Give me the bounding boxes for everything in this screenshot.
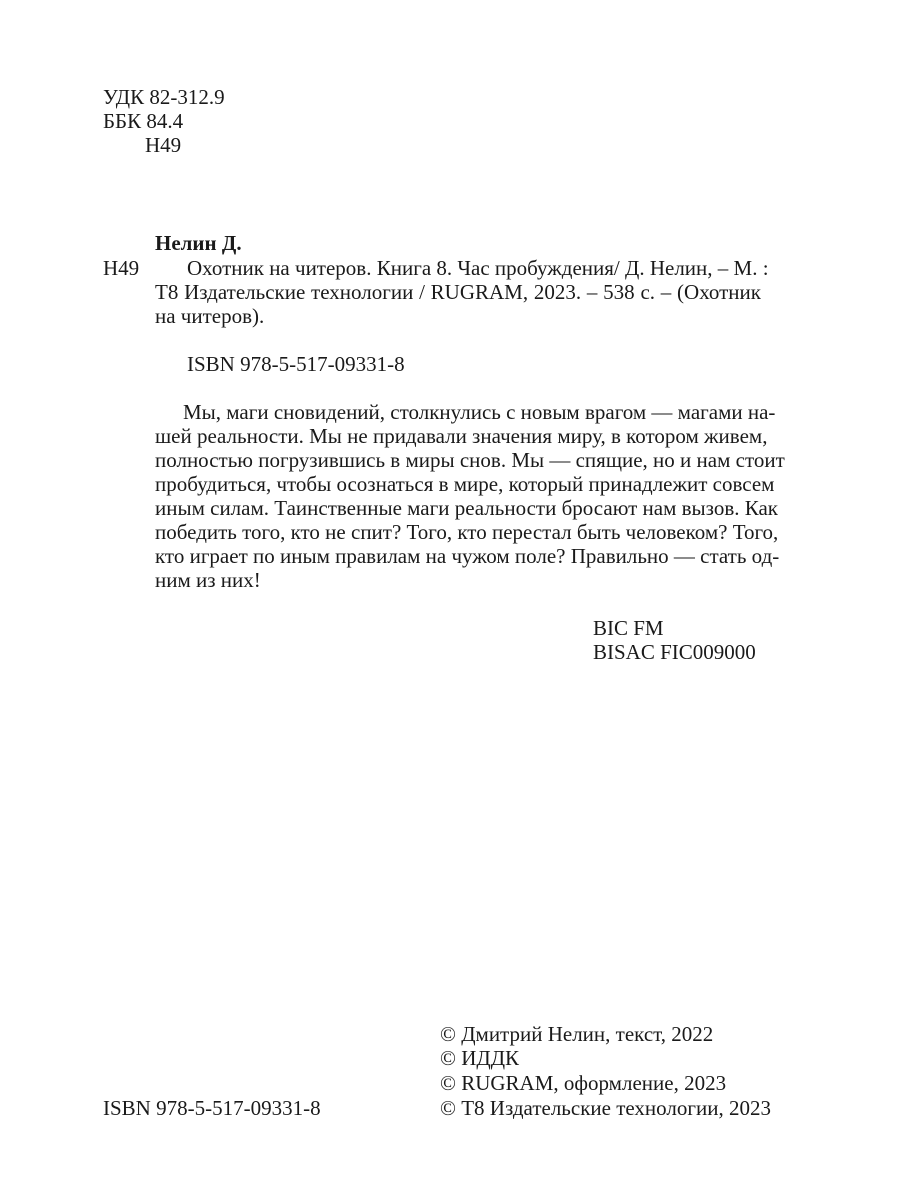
record-description-line-3: на читеров).: [155, 304, 265, 328]
author-sign: Н49: [145, 133, 182, 157]
copyright-line-4: © Т8 Издательские технологии, 2023: [440, 1096, 771, 1120]
author-heading: Нелин Д.: [155, 231, 242, 255]
bisac-code: BISAC FIC009000: [593, 640, 756, 664]
footer-isbn: ISBN 978-5-517-09331-8: [103, 1096, 321, 1120]
bic-code: BIC FM: [593, 616, 664, 640]
bbk-code: ББК 84.4: [103, 109, 184, 133]
annotation-line-2: шей реальности. Мы не придавали значения миру, в котором живем,: [155, 424, 768, 448]
annotation-line-1: Мы, маги сновидений, столкнулись с новым врагом — магами на-: [183, 400, 776, 424]
annotation-line-7: кто играет по иным правилам на чужом поле? Правильно — стать од-: [155, 544, 780, 568]
annotation-line-3: полностью погрузившись в миры снов. Мы — спящие, но и нам стоит: [155, 448, 785, 472]
copyright-line-3: © RUGRAM, оформление, 2023: [440, 1071, 727, 1095]
annotation-line-4: пробудиться, чтобы осознаться в мире, который принадлежит совсем: [155, 472, 775, 496]
annotation-line-5: иным силам. Таинственные маги реальности бросают нам вызов. Как: [155, 496, 779, 520]
udk-code: УДК 82-312.9: [103, 85, 225, 109]
copyright-line-1: © Дмитрий Нелин, текст, 2022: [440, 1022, 714, 1046]
annotation-line-8: ним из них!: [155, 568, 261, 592]
annotation-line-6: победить того, кто не спит? Того, кто перестал быть человеком? Того,: [155, 520, 779, 544]
copyright-line-2: © ИДДК: [440, 1046, 520, 1070]
record-isbn: ISBN 978-5-517-09331-8: [187, 352, 405, 376]
record-author-sign: Н49: [103, 256, 140, 280]
record-description-line-2: Т8 Издательские технологии / RUGRAM, 2023. – 538 с. – (Охотник: [155, 280, 761, 304]
record-description-line-1: Охотник на читеров. Книга 8. Час пробуждения/ Д. Нелин, – М. :: [187, 256, 769, 280]
